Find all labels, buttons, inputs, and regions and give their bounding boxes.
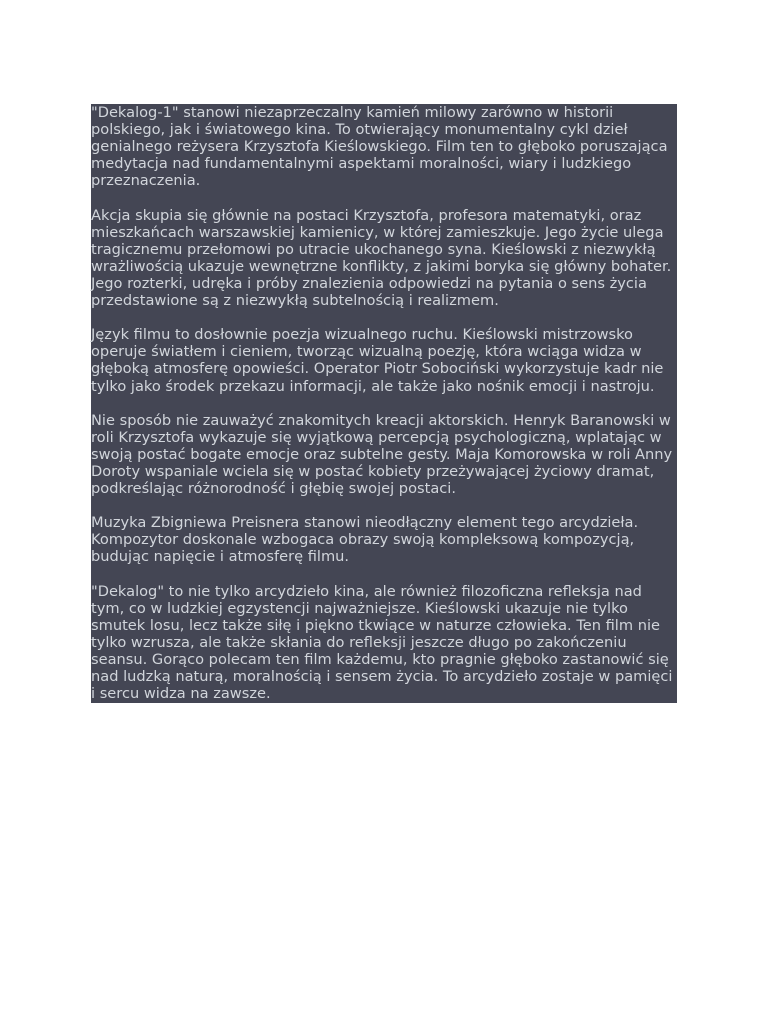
review-paragraph-5: Muzyka Zbigniewa Preisnera stanowi nieodłączny element tego arcydzieła. Kompozytor doskonale wzbogaca obrazy swoją kompleksową kompozycją, budując napięcie i atmosferę filmu. [91,514,639,566]
review-paragraph-1: "Dekalog-1" stanowi niezaprzeczalny kamień milowy zarówno w historii polskiego, jak i światowego kina. To otwierający monumentalny cykl dzieł genialnego reżysera Krzysztofa Kieślowskiego. Film ten to głęboko poruszająca medytacja nad fundamentalnymi aspektami moralności, wiary i ludzkiego przeznaczenia. [91,104,668,190]
review-paragraph-3: Język filmu to dosłownie poezja wizualnego ruchu. Kieślowski mistrzowsko operuje światłem i cieniem, tworząc wizualną poezję, która wciąga widza w głęboką atmosferę opowieści. Operator Piotr Sobociński wykorzystuje kadr nie tylko jako środek przekazu informacji, ale także jako nośnik emocji i nastroju. [91,326,664,395]
review-paragraph-6: "Dekalog" to nie tylko arcydzieło kina, ale również filozoficzna refleksja nad tym, co w ludzkiej egzystencji najważniejsze. Kieślowski ukazuje nie tylko smutek losu, lecz także siłę i piękno tkwiące w naturze człowieka. Ten film nie tylko wzrusza, ale także skłania do refleksji jeszcze długo po zakończeniu seansu. Gorąco polecam ten film każdemu, kto pragnie głęboko zastanowić się nad ludzką naturą, moralnością i sensem życia. To arcydzieło zostaje w pamięci i sercu widza na zawsze. [91,582,673,703]
review-paragraph-2: Akcja skupia się głównie na postaci Krzysztofa, profesora matematyki, oraz mieszkańcach warszawskiej kamienicy, w której zamieszkuje. Jego życie ulega tragicznemu przełomowi po utracie ukochanego syna. Kieślowski z niezwykłą wrażliwością ukazuje wewnętrzne konflikty, z jakimi boryka się główny bohater. Jego rozterki, udręka i próby znalezienia odpowiedzi na pytania o sens życia przedstawione są z niezwykłą subtelnością i realizmem. [91,206,672,310]
review-paragraph-4: Nie sposób nie zauważyć znakomitych kreacji aktorskich. Henryk Baranowski w roli Krzysztofa wykazuje się wyjątkową percepcją psychologiczną, wplatając w swoją postać bogate emocje oraz subtelne gesty. Maja Komorowska w roli Anny Doroty wspaniale wciela się w postać kobiety przeżywającej życiowy dramat, podkreślając różnorodność i głębię swojej postaci. [91,411,673,498]
review-text-block [91,104,677,703]
